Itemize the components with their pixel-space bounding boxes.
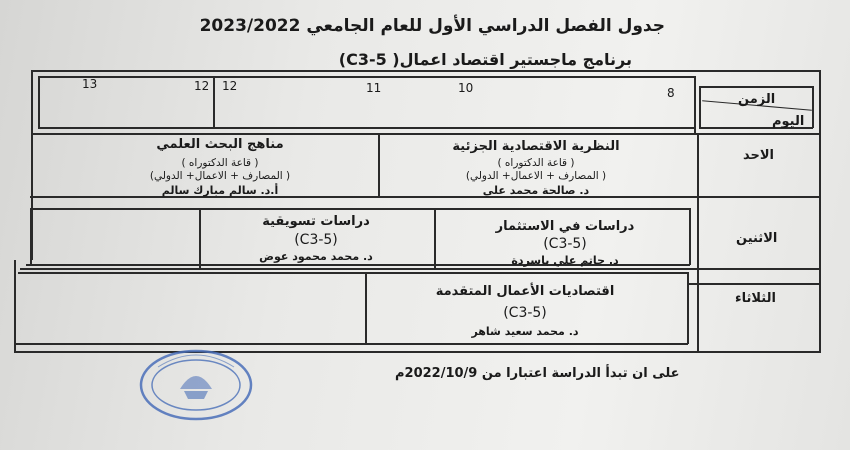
course-name: دراسات تسويقية <box>262 214 370 229</box>
session-sunday-research <box>70 137 370 197</box>
monday-inner-right <box>689 208 691 265</box>
sunday-div <box>378 133 380 197</box>
groups-label: ( المصارف + الاعمال+ الدولي) <box>465 170 607 182</box>
day-label: اليوم <box>772 114 805 129</box>
table-border-top <box>32 70 820 72</box>
time-slot-13: 13 <box>82 77 98 91</box>
time-slot-10: 10 <box>458 81 474 95</box>
session-tuesday-advanced <box>375 284 675 338</box>
course-name: النظرية الاقتصادية الجزئية <box>452 139 620 154</box>
professor-name: د. محمد محمود عوض <box>259 250 373 263</box>
table-border-right <box>819 70 821 353</box>
monday-inner-top <box>30 208 690 210</box>
header-frame-v1 <box>38 76 40 128</box>
time-slot-8: 8 <box>667 86 675 100</box>
time-slot-12-end: 12 <box>194 79 210 93</box>
day-tuesday: الثلاثاء <box>735 291 776 306</box>
row-line-day-col <box>688 283 820 285</box>
row-line-monday <box>20 268 820 270</box>
tuesday-inner-bottom <box>16 343 688 345</box>
monday-inner-left <box>30 208 32 265</box>
page-subtitle: برنامج ماجستير اقتصاد اعمال( C3-5) <box>338 50 632 69</box>
tuesday-inner-right <box>687 272 689 344</box>
time-slot-11: 11 <box>366 81 382 95</box>
group-code: (C3-5) <box>503 305 547 321</box>
monday-div-2 <box>199 208 201 268</box>
professor-name: د. صالحة محمد علي <box>482 184 590 197</box>
day-sunday: الاحد <box>743 148 775 163</box>
professor-name: أ.د. سالم مبارك سالم <box>161 184 279 197</box>
header-time-box-right <box>812 86 814 128</box>
professor-name: د. محمد سعيد شاهر <box>471 325 579 338</box>
professor-name: د. حاتم علي باسردة <box>511 254 619 267</box>
room-label: ( قاعة الدكتوراه ) <box>181 157 259 169</box>
header-frame-bottom <box>38 127 694 129</box>
header-time-box-top <box>699 86 813 88</box>
header-div-12 <box>213 76 215 128</box>
groups-label: ( المصارف + الاعمال+ الدولي) <box>149 170 291 182</box>
start-date-note: على ان تبدأ الدراسة اعتبارا من 2022/10/9م <box>395 366 680 381</box>
header-div-day <box>694 76 696 134</box>
session-sunday-micro <box>386 139 686 197</box>
tuesday-div-1 <box>365 272 367 344</box>
course-name: مناهج البحث العلمي <box>156 137 284 152</box>
monday-div-1 <box>434 208 436 268</box>
course-name: دراسات في الاستثمار <box>495 219 635 234</box>
stamp-seal-icon <box>138 345 258 423</box>
time-label: الزمن <box>738 92 776 107</box>
table-border-left-lower <box>14 260 16 352</box>
tuesday-inner-top <box>18 272 688 274</box>
group-code: (C3-5) <box>543 236 587 252</box>
official-stamp <box>138 345 258 423</box>
header-time-box <box>699 86 701 128</box>
day-col-line <box>697 133 699 353</box>
time-slot-12: 12 <box>222 79 238 93</box>
group-code: (C3-5) <box>294 232 338 248</box>
room-label: ( قاعة الدكتوراه ) <box>497 157 575 169</box>
page-title: جدول الفصل الدراسي الأول للعام الجامعي 2023/2022 <box>199 16 665 36</box>
row-line-header <box>32 133 820 135</box>
course-name: اقتصاديات الأعمال المتقدمة <box>435 284 615 299</box>
session-monday-invest <box>445 219 685 267</box>
table-border-bottom <box>14 351 820 353</box>
header-frame-top <box>38 76 694 78</box>
day-monday: الاثنين <box>736 231 778 246</box>
session-monday-marketing <box>206 214 426 263</box>
